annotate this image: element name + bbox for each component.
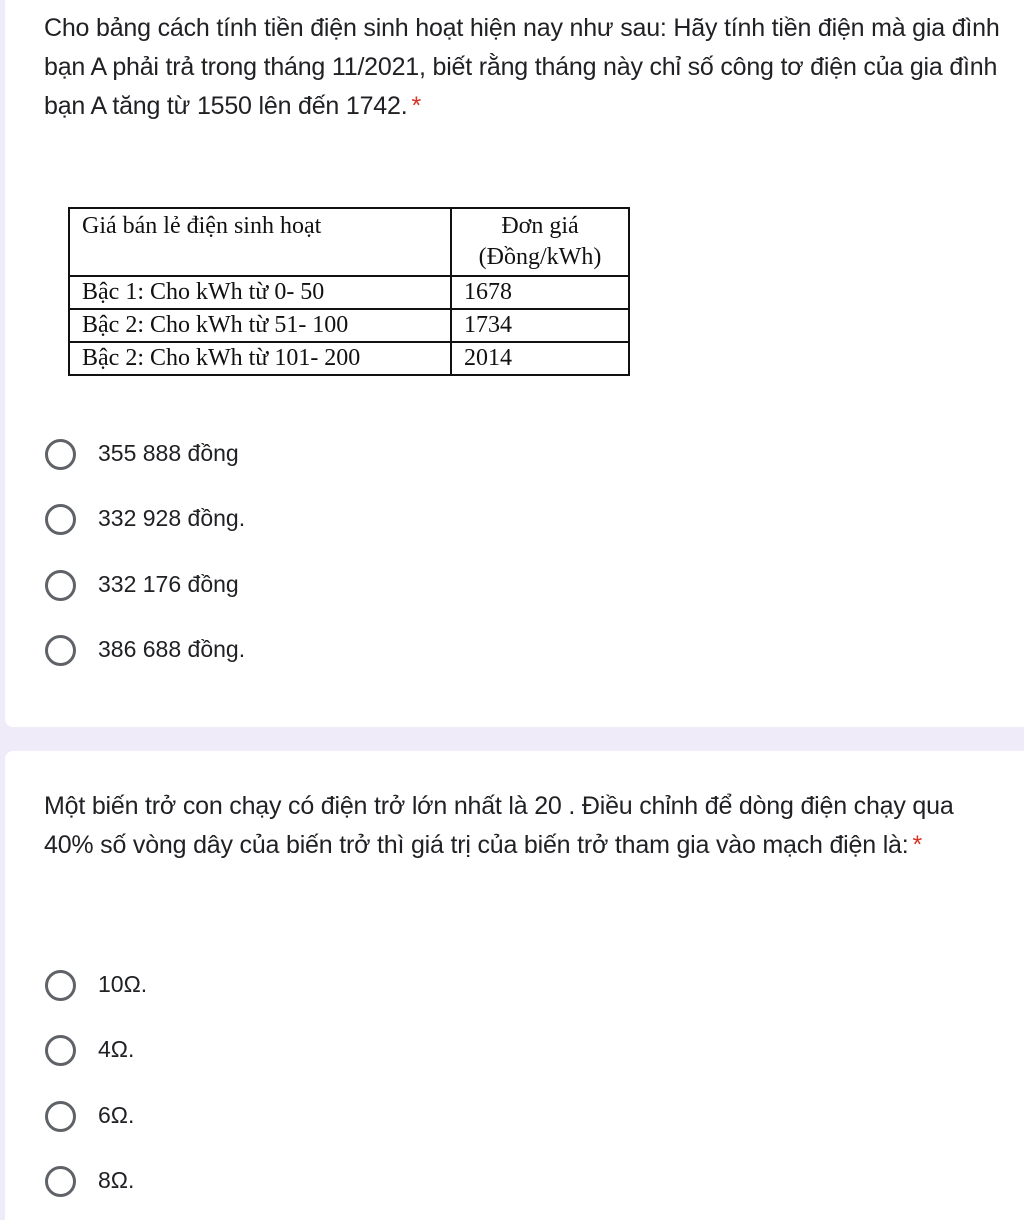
question-1-options (44, 439, 245, 700)
table-row (69, 276, 629, 309)
required-asterisk: * (411, 92, 421, 120)
table-row (69, 309, 629, 342)
question-card-2 (5, 751, 1024, 1220)
radio-button[interactable] (45, 504, 76, 535)
option-label[interactable]: 355 888 đồng (98, 440, 239, 466)
option-label[interactable]: 6Ω. (98, 1101, 135, 1128)
radio-option[interactable] (44, 570, 245, 635)
question-card-1 (5, 0, 1024, 727)
radio-button[interactable] (45, 635, 76, 666)
table-header-price (451, 208, 629, 276)
radio-option[interactable] (44, 1035, 147, 1100)
table-header-price-line2: (Đồng/kWh) (478, 244, 602, 270)
radio-button[interactable] (45, 570, 76, 601)
radio-option[interactable] (44, 1166, 147, 1220)
radio-button[interactable] (45, 970, 76, 1001)
table-header-row (69, 208, 629, 276)
question-2-title (44, 787, 1004, 865)
radio-button[interactable] (45, 439, 76, 470)
required-asterisk: * (912, 831, 923, 859)
table-cell-price: 1734 (451, 309, 629, 342)
table-header-tier: Giá bán lẻ điện sinh hoạt (69, 208, 451, 276)
option-label[interactable]: 386 688 đồng. (98, 635, 246, 662)
electricity-price-table (68, 207, 630, 376)
radio-button[interactable] (45, 1035, 76, 1066)
option-label[interactable]: 4Ω. (98, 1036, 135, 1063)
option-label[interactable]: 10Ω. (98, 971, 148, 997)
table-header-price-line1: Đơn giá (501, 213, 579, 239)
table-cell-tier: Bậc 2: Cho kWh từ 101- 200 (69, 342, 451, 375)
option-label[interactable]: 332 176 đồng (98, 570, 239, 597)
table-cell-price: 1678 (451, 276, 629, 309)
table-row (69, 342, 629, 375)
radio-option[interactable] (44, 635, 245, 700)
question-1-text: Cho bảng cách tính tiền điện sinh hoạt hiện nay như sau: Hãy tính tiền điện mà gia đình bạn A phải trả trong tháng 11/2021, biết rằng tháng này chỉ số công tơ điện của gia đình bạn A tăng từ 1550 lên đến 1742. (44, 14, 1000, 120)
option-label[interactable]: 8Ω. (98, 1166, 135, 1193)
question-2-text: Một biến trở con chạy có điện trở lớn nhất là 20 . Điều chỉnh để dòng điện chạy qua 40% số vòng dây của biến trở thì giá trị của biến trở tham gia vào mạch điện là: (44, 792, 954, 859)
table-cell-price: 2014 (451, 342, 629, 375)
table-cell-tier: Bậc 1: Cho kWh từ 0- 50 (69, 276, 451, 309)
radio-option[interactable] (44, 439, 245, 504)
radio-option[interactable] (44, 1101, 147, 1166)
question-1-title (44, 9, 1004, 126)
radio-button[interactable] (45, 1166, 76, 1197)
table-cell-tier: Bậc 2: Cho kWh từ 51- 100 (69, 309, 451, 342)
radio-option[interactable] (44, 970, 147, 1035)
radio-button[interactable] (45, 1101, 76, 1132)
question-2-options (44, 970, 147, 1220)
option-label[interactable]: 332 928 đồng. (98, 505, 246, 532)
radio-option[interactable] (44, 504, 245, 569)
